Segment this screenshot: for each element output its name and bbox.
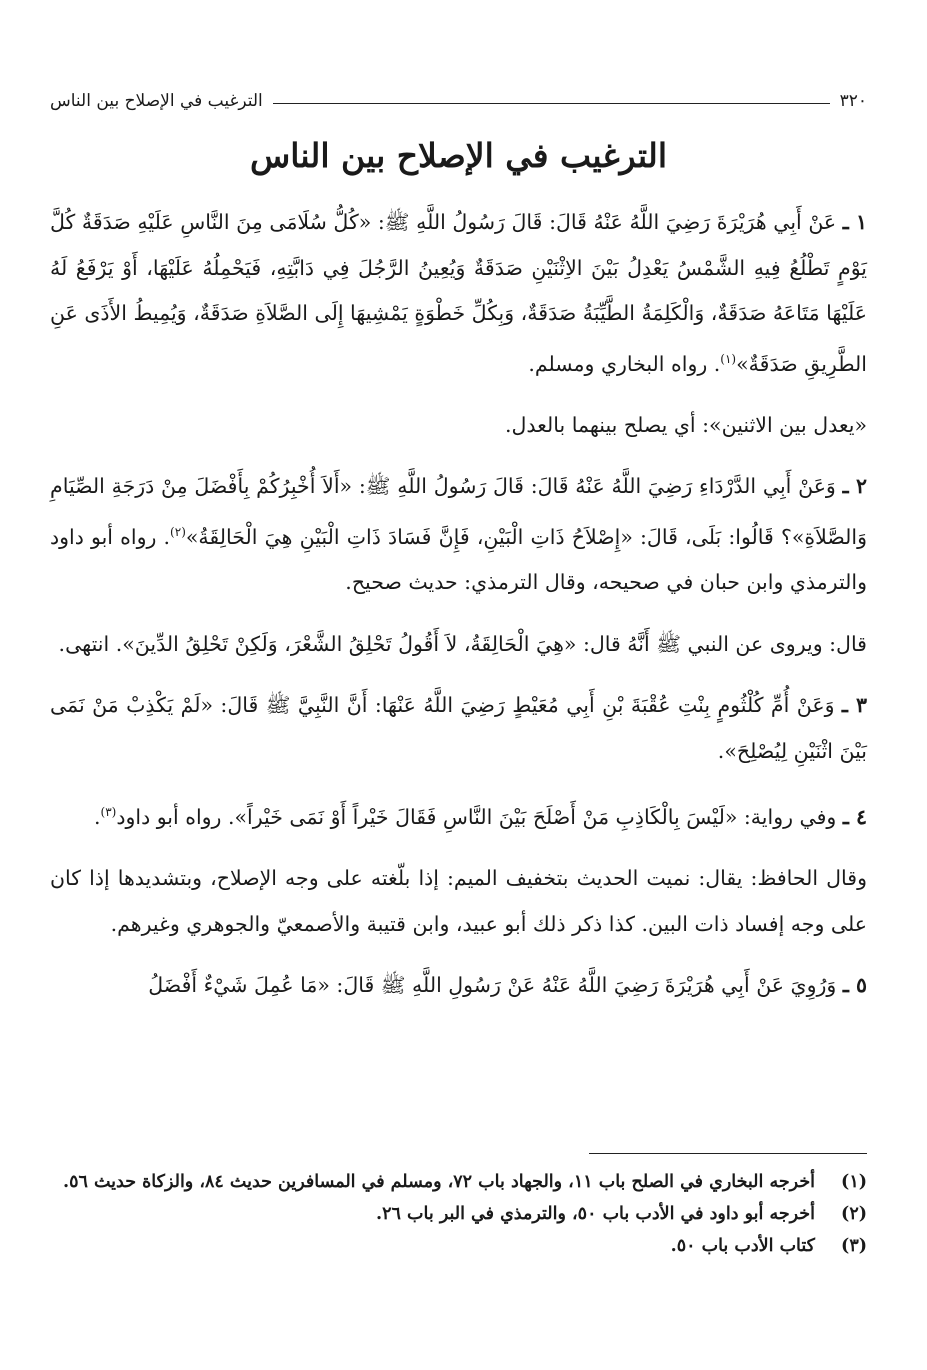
- footnote-1: [50, 1166, 867, 1198]
- footnote-3: [50, 1230, 867, 1262]
- paragraph-8: [50, 963, 867, 1009]
- book-page: [50, 0, 867, 1370]
- paragraph-6: [50, 790, 867, 840]
- paragraph-tail: . رواه أبو داود والترمذي وابن حبان في صحيحه، وقال الترمذي: حديث صحيح.: [50, 524, 867, 595]
- paragraph-text: عَنْ أَبِي هُرَيْرَةَ رَضِيَ اللَّهُ عَنْهُ قَالَ: قَالَ رَسُولُ اللَّهِ ﷺ: «كُلُّ سُلَامَى مِنَ النَّاسِ عَلَيْهِ صَدَقَةٌ كُلَّ يَوْمٍ تَطْلُعُ فِيهِ الشَّمْسُ يَعْدِلُ بَيْنَ الاِثْنَيْنِ صَدَقَةٌ وَيُعِينُ الرَّجُلَ فِي دَابَّتِهِ، فَيَحْمِلُهُ عَلَيْهَا، أَوْ يَرْفَعُ لَهُ عَلَيْهَا مَتَاعَهُ صَدَقَةٌ، وَالْكَلِمَةُ الطَّيِّبَةُ صَدَقَةٌ، وَبِكُلِّ خَطْوَةٍ يَمْشِيهَا إِلَى الصَّلاَةِ صَدَقَةٌ، وَيُمِيطُ الأَذَى عَنِ الطَّرِيقِ صَدَقَةٌ»: [50, 210, 867, 376]
- header-rule: [273, 103, 830, 104]
- paragraph-text: وَعَنْ أُمِّ كُلْثُومٍ بِنْتِ عُقْبَةَ بْنِ أَبِي مُعَيْطٍ رَضِيَ اللَّهُ عَنْهَا: أَنَّ النَّبِيَّ ﷺ قَالَ: «لَمْ يَكْذِبْ مَنْ نَمَى بَيْنَ اثْنَيْنِ لِيُصْلِحَ».: [50, 693, 867, 763]
- paragraph-1: [50, 200, 867, 387]
- running-header: [50, 88, 867, 114]
- footnote-text: كتاب الأدب باب ٥٠.: [670, 1236, 815, 1256]
- hadith-number: ٤ ـ: [842, 804, 867, 829]
- footnote-number: (٢): [841, 1204, 867, 1224]
- footnote-ref: (٣): [100, 805, 117, 820]
- paragraph-3: [50, 464, 867, 605]
- footnote-number: (١): [841, 1172, 867, 1192]
- paragraph-text: وَعَنْ أَبِي الدَّرْدَاءِ رَضِيَ اللَّهُ عَنْهُ قَالَ: قَالَ رَسُولُ اللَّهِ ﷺ: «أَلاَ أُخْبِرُكُمْ بِأَفْضَلَ مِنْ دَرَجَةِ الصِّيَامِ وَالصَّلاَةِ»؟ قَالُوا: بَلَى، قَالَ: «إِصْلاَحُ ذَاتِ الْبَيْنِ، فَإِنَّ فَسَادَ ذَاتِ الْبَيْنِ هِيَ الْحَالِقَةُ»: [50, 474, 868, 549]
- hadith-number: ٥ ـ: [842, 973, 867, 998]
- paragraph-text: وقال الحافظ: يقال: نميت الحديث بتخفيف الميم: إذا بلّغته على وجه الإصلاح، وبتشديدها إذا كان على وجه إفساد ذات البين. كذا ذكر ذلك أبو عبيد، وابن قتيبة والأصمعيّ والجوهري وغيرهم.: [50, 866, 867, 936]
- footnote-text: أخرجه البخاري في الصلح باب ١١، والجهاد باب ٧٢، ومسلم في المسافرين حديث ٨٤، والزكاة حديث ٥٦.: [62, 1172, 815, 1192]
- footnotes: [50, 1166, 867, 1262]
- paragraph-2: [50, 403, 867, 449]
- paragraph-5: [50, 683, 867, 774]
- paragraph-text: قال: ويروى عن النبي ﷺ أَنَّهُ قال: «هِيَ الْحَالِقَةُ، لاَ أَقُولُ تَحْلِقُ الشَّعْرَ، وَلَكِنْ تَحْلِقُ الدِّينَ». انتهى.: [58, 631, 867, 656]
- paragraph-tail: . رواه البخاري ومسلم.: [528, 351, 721, 376]
- paragraph-text: «يعدل بين الاثنين»: أي يصلح بينهما بالعدل.: [504, 412, 867, 437]
- paragraph-tail: .: [93, 804, 101, 829]
- page-title: الترغيب في الإصلاح بين الناس: [249, 136, 668, 175]
- footnote-2: [50, 1198, 867, 1230]
- page-number: ٣٢٠: [839, 91, 867, 111]
- footnote-number: (٣): [841, 1236, 867, 1256]
- footnote-ref: (١): [720, 351, 737, 366]
- hadith-number: ١ ـ: [842, 210, 867, 234]
- footnote-rule: [589, 1153, 867, 1154]
- paragraph-7: [50, 856, 867, 947]
- paragraph-4: [50, 622, 867, 668]
- hadith-number: ٣ ـ: [841, 693, 867, 718]
- footnote-ref: (٢): [170, 524, 186, 539]
- paragraph-text: وفي رواية: «لَيْسَ بِالْكَاذِبِ مَنْ أَصْلَحَ بَيْنَ النَّاسِ فَقَالَ خَيْراً أَوْ نَمَى خَيْراً». رواه أبو داود: [116, 804, 837, 829]
- hadith-number: ٢ ـ: [842, 474, 867, 499]
- paragraph-text: وَرُوِيَ عَنْ أَبِي هُرَيْرَةَ رَضِيَ اللَّهُ عَنْهُ عَنْ رَسُولِ اللَّهِ ﷺ قَالَ: «مَا عُمِلَ شَيْءٌ أَفْضَلُ: [148, 973, 837, 998]
- running-title: الترغيب في الإصلاح بين الناس: [50, 91, 263, 111]
- footnote-text: أخرجه أبو داود في الأدب باب ٥٠، والترمذي في البر باب ٢٦.: [376, 1204, 815, 1224]
- main-text: [50, 200, 867, 1025]
